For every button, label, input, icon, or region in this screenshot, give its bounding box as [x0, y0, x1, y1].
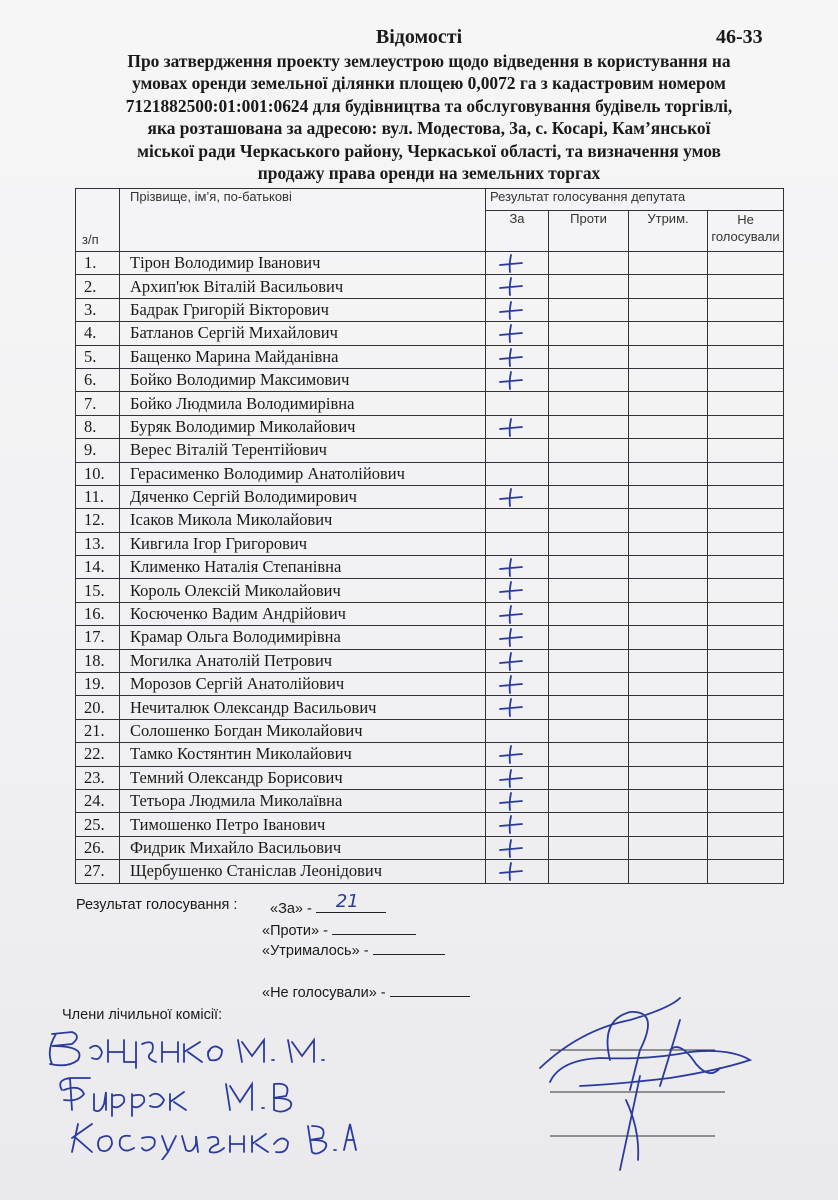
table-row [76, 860, 784, 883]
row-vote-abstain [629, 579, 708, 602]
row-vote-against [549, 813, 629, 836]
row-vote-against [549, 579, 629, 602]
row-name: Бойко Володимир Максимович [120, 368, 486, 391]
row-number: 16. [76, 602, 120, 625]
row-vote-for [486, 368, 549, 391]
row-vote-abstain [629, 696, 708, 719]
subject-line: 7121882500:01:001:0624 для будівництва та обслуговування будівель торгівлі, [125, 95, 733, 116]
row-vote-for [486, 719, 549, 742]
row-vote-for [486, 696, 549, 719]
row-vote-abstain [629, 485, 708, 508]
table-row [76, 439, 784, 462]
row-vote-for [486, 532, 549, 555]
row-vote-for [486, 275, 549, 298]
table-row [76, 766, 784, 789]
vote-plus-icon [496, 627, 526, 647]
vote-plus-icon [496, 674, 526, 694]
row-name: Фидрик Михайло Васильович [120, 836, 486, 859]
row-vote-novote [708, 509, 784, 532]
table-row [76, 368, 784, 391]
table-row [76, 415, 784, 438]
row-vote-abstain [629, 252, 708, 275]
row-vote-abstain [629, 602, 708, 625]
row-vote-for [486, 813, 549, 836]
header-for: За [486, 211, 549, 252]
header-name: Прізвище, ім’я, по-батькові [120, 189, 486, 252]
row-vote-novote [708, 392, 784, 415]
vote-plus-icon [496, 323, 526, 343]
row-name: Буряк Володимир Миколайович [120, 415, 486, 438]
row-vote-against [549, 439, 629, 462]
row-vote-against [549, 556, 629, 579]
table-row [76, 275, 784, 298]
row-number: 4. [76, 322, 120, 345]
row-vote-novote [708, 532, 784, 555]
row-number: 14. [76, 556, 120, 579]
row-vote-for [486, 649, 549, 672]
commission-member-signature-3 [58, 1114, 358, 1160]
row-vote-abstain [629, 275, 708, 298]
row-number: 17. [76, 626, 120, 649]
row-vote-novote [708, 836, 784, 859]
vote-plus-icon [496, 814, 526, 834]
row-vote-novote [708, 556, 784, 579]
row-vote-against [549, 766, 629, 789]
vote-plus-icon [496, 768, 526, 788]
row-name: Клименко Наталія Степанівна [120, 556, 486, 579]
commission-member-signature-1 [38, 1022, 358, 1072]
row-name: Темний Олександр Борисович [120, 766, 486, 789]
row-vote-novote [708, 649, 784, 672]
row-name: Солошенко Богдан Миколайович [120, 719, 486, 742]
subject-line: Про затвердження проекту землеустрою щодо відведення в користування на [127, 51, 731, 71]
row-vote-for [486, 485, 549, 508]
row-number: 1. [76, 252, 120, 275]
table-row [76, 813, 784, 836]
row-vote-abstain [629, 298, 708, 321]
row-vote-for [486, 860, 549, 883]
row-vote-novote [708, 602, 784, 625]
vote-plus-icon [496, 253, 526, 273]
row-vote-novote [708, 860, 784, 883]
table-row [76, 532, 784, 555]
row-vote-novote [708, 275, 784, 298]
row-vote-against [549, 649, 629, 672]
vote-novote-line [262, 981, 470, 1001]
row-vote-against [549, 368, 629, 391]
table-row [76, 298, 784, 321]
table-row [76, 673, 784, 696]
row-vote-for [486, 509, 549, 532]
vote-against-label: «Проти» - [262, 923, 328, 939]
vote-plus-icon [496, 604, 526, 624]
vote-for-value: 21 [335, 891, 359, 912]
table-row [76, 345, 784, 368]
row-vote-abstain [629, 813, 708, 836]
row-vote-for [486, 322, 549, 345]
row-vote-against [549, 743, 629, 766]
row-vote-abstain [629, 719, 708, 742]
header-result: Результат голосування депутата [486, 189, 784, 211]
row-number: 27. [76, 860, 120, 883]
row-vote-against [549, 626, 629, 649]
table-row [76, 836, 784, 859]
row-name: Тимошенко Петро Іванович [120, 813, 486, 836]
row-vote-abstain [629, 345, 708, 368]
vote-for-line [270, 891, 386, 917]
subject-line: яка розташована за адресою: вул. Модестова, 3а, с. Косарі, Кам’янської [147, 118, 711, 139]
commission-label: Члени лічильної комісії: [62, 1007, 223, 1023]
voting-table [75, 188, 784, 884]
decision-subject [75, 50, 783, 184]
row-vote-against [549, 719, 629, 742]
row-name: Батланов Сергій Михайлович [120, 322, 486, 345]
row-vote-novote [708, 813, 784, 836]
row-number: 12. [76, 509, 120, 532]
vote-plus-icon [496, 791, 526, 811]
table-row [76, 322, 784, 345]
row-vote-against [549, 485, 629, 508]
row-number: 2. [76, 275, 120, 298]
table-row [76, 649, 784, 672]
vote-plus-icon [496, 276, 526, 296]
row-vote-abstain [629, 509, 708, 532]
row-name: Верес Віталій Терентійович [120, 439, 486, 462]
row-number: 8. [76, 415, 120, 438]
vote-abstain-line [262, 939, 445, 959]
row-number: 18. [76, 649, 120, 672]
row-vote-abstain [629, 392, 708, 415]
vote-for-label: «За» - [270, 901, 312, 917]
vote-novote-blank [390, 981, 470, 997]
vote-against-line [262, 919, 416, 939]
vote-plus-icon [496, 651, 526, 671]
table-row [76, 743, 784, 766]
vote-plus-icon [496, 697, 526, 717]
row-vote-novote [708, 626, 784, 649]
row-name: Крамар Ольга Володимирівна [120, 626, 486, 649]
vote-against-blank [332, 919, 416, 935]
row-vote-abstain [629, 649, 708, 672]
row-number: 3. [76, 298, 120, 321]
row-name: Ісаков Микола Миколайович [120, 509, 486, 532]
row-vote-for [486, 673, 549, 696]
row-vote-against [549, 602, 629, 625]
row-vote-abstain [629, 462, 708, 485]
subject-line: міської ради Черкаського району, Черкаської області, та визначення умов [137, 140, 721, 161]
row-vote-abstain [629, 322, 708, 345]
row-vote-against [549, 275, 629, 298]
row-name: Тетьора Людмила Миколаївна [120, 789, 486, 812]
table-row [76, 462, 784, 485]
row-vote-abstain [629, 415, 708, 438]
row-vote-for [486, 743, 549, 766]
row-number: 22. [76, 743, 120, 766]
vote-plus-icon [496, 300, 526, 320]
row-number: 20. [76, 696, 120, 719]
table-row [76, 392, 784, 415]
row-vote-for [486, 836, 549, 859]
row-number: 6. [76, 368, 120, 391]
table-row [76, 626, 784, 649]
commission-signatures-right [520, 990, 780, 1175]
row-name: Бадрак Григорій Вікторович [120, 298, 486, 321]
row-number: 13. [76, 532, 120, 555]
row-number: 10. [76, 462, 120, 485]
row-vote-for [486, 415, 549, 438]
row-vote-against [549, 392, 629, 415]
row-name: Король Олексій Миколайович [120, 579, 486, 602]
row-number: 15. [76, 579, 120, 602]
row-number: 19. [76, 673, 120, 696]
table-row [76, 509, 784, 532]
vote-plus-icon [496, 557, 526, 577]
row-name: Могилка Анатолій Петрович [120, 649, 486, 672]
row-vote-novote [708, 415, 784, 438]
header-against: Проти [549, 211, 629, 252]
row-vote-abstain [629, 532, 708, 555]
row-vote-novote [708, 345, 784, 368]
vote-for-blank [316, 891, 386, 913]
row-name: Морозов Сергій Анатолійович [120, 673, 486, 696]
row-number: 24. [76, 789, 120, 812]
row-number: 25. [76, 813, 120, 836]
row-vote-novote [708, 439, 784, 462]
row-vote-for [486, 789, 549, 812]
document-title: Відомості [375, 26, 463, 48]
row-vote-against [549, 322, 629, 345]
table-row [76, 485, 784, 508]
row-number: 26. [76, 836, 120, 859]
table-row [76, 602, 784, 625]
row-vote-for [486, 252, 549, 275]
row-vote-abstain [629, 743, 708, 766]
row-name: Бойко Людмила Володимирівна [120, 392, 486, 415]
row-vote-novote [708, 789, 784, 812]
row-name: Кивгила Ігор Григорович [120, 532, 486, 555]
row-vote-against [549, 509, 629, 532]
row-name: Косюченко Вадим Андрійович [120, 602, 486, 625]
row-vote-against [549, 673, 629, 696]
row-vote-against [549, 860, 629, 883]
row-vote-for [486, 462, 549, 485]
header-number: з/п [76, 189, 120, 252]
row-vote-against [549, 415, 629, 438]
row-vote-novote [708, 696, 784, 719]
commission-member-signature-2 [50, 1070, 310, 1118]
table-row [76, 789, 784, 812]
row-vote-for [486, 766, 549, 789]
row-vote-abstain [629, 673, 708, 696]
subject-line: умовах оренди земельної ділянки площею 0,0072 га з кадастровим номером [132, 73, 726, 94]
row-vote-abstain [629, 766, 708, 789]
row-number: 7. [76, 392, 120, 415]
header-abstain: Утрим. [629, 211, 708, 252]
row-name: Бащенко Марина Майданівна [120, 345, 486, 368]
row-vote-abstain [629, 789, 708, 812]
row-vote-novote [708, 579, 784, 602]
row-vote-novote [708, 322, 784, 345]
row-name: Архип'юк Віталій Васильович [120, 275, 486, 298]
row-name: Герасименко Володимир Анатолійович [120, 462, 486, 485]
vote-plus-icon [496, 744, 526, 764]
row-name: Щербушенко Станіслав Леонідович [120, 860, 486, 883]
row-vote-for [486, 556, 549, 579]
row-vote-for [486, 626, 549, 649]
row-vote-for [486, 298, 549, 321]
vote-plus-icon [496, 417, 526, 437]
row-vote-novote [708, 485, 784, 508]
row-vote-abstain [629, 556, 708, 579]
row-vote-for [486, 602, 549, 625]
row-vote-for [486, 579, 549, 602]
vote-abstain-label: «Утрималось» - [262, 943, 369, 959]
row-vote-for [486, 439, 549, 462]
table-row [76, 556, 784, 579]
row-name: Тірон Володимир Іванович [120, 252, 486, 275]
row-vote-against [549, 298, 629, 321]
subject-line: продажу права оренди на земельних торгах [257, 163, 601, 184]
vote-plus-icon [496, 838, 526, 858]
row-vote-for [486, 345, 549, 368]
row-vote-against [549, 345, 629, 368]
row-number: 21. [76, 719, 120, 742]
row-number: 23. [76, 766, 120, 789]
row-vote-novote [708, 298, 784, 321]
row-name: Дяченко Сергій Володимирович [120, 485, 486, 508]
vote-plus-icon [496, 487, 526, 507]
table-row [76, 252, 784, 275]
row-number: 9. [76, 439, 120, 462]
vote-plus-icon [496, 580, 526, 600]
row-vote-abstain [629, 860, 708, 883]
row-vote-abstain [629, 626, 708, 649]
row-name: Тамко Костянтин Миколайович [120, 743, 486, 766]
row-vote-against [549, 789, 629, 812]
row-vote-novote [708, 743, 784, 766]
vote-summary-label: Результат голосування : [76, 897, 238, 913]
vote-novote-label: «Не голосували» - [262, 985, 386, 1001]
row-vote-novote [708, 766, 784, 789]
table-row [76, 579, 784, 602]
row-vote-against [549, 696, 629, 719]
row-vote-novote [708, 462, 784, 485]
row-vote-against [549, 532, 629, 555]
row-vote-novote [708, 368, 784, 391]
row-name: Нечиталюк Олександр Васильович [120, 696, 486, 719]
row-vote-novote [708, 719, 784, 742]
table-row [76, 719, 784, 742]
vote-abstain-blank [373, 939, 445, 955]
row-vote-abstain [629, 368, 708, 391]
row-number: 5. [76, 345, 120, 368]
row-vote-abstain [629, 836, 708, 859]
row-vote-novote [708, 252, 784, 275]
vote-plus-icon [496, 370, 526, 390]
row-number: 11. [76, 485, 120, 508]
document-number: 46-33 [716, 26, 763, 48]
row-vote-for [486, 392, 549, 415]
header-novote: Не голосували [708, 211, 784, 252]
vote-plus-icon [496, 861, 526, 881]
row-vote-against [549, 462, 629, 485]
row-vote-abstain [629, 439, 708, 462]
row-vote-against [549, 836, 629, 859]
vote-plus-icon [496, 347, 526, 367]
table-row [76, 696, 784, 719]
row-vote-novote [708, 673, 784, 696]
row-vote-against [549, 252, 629, 275]
